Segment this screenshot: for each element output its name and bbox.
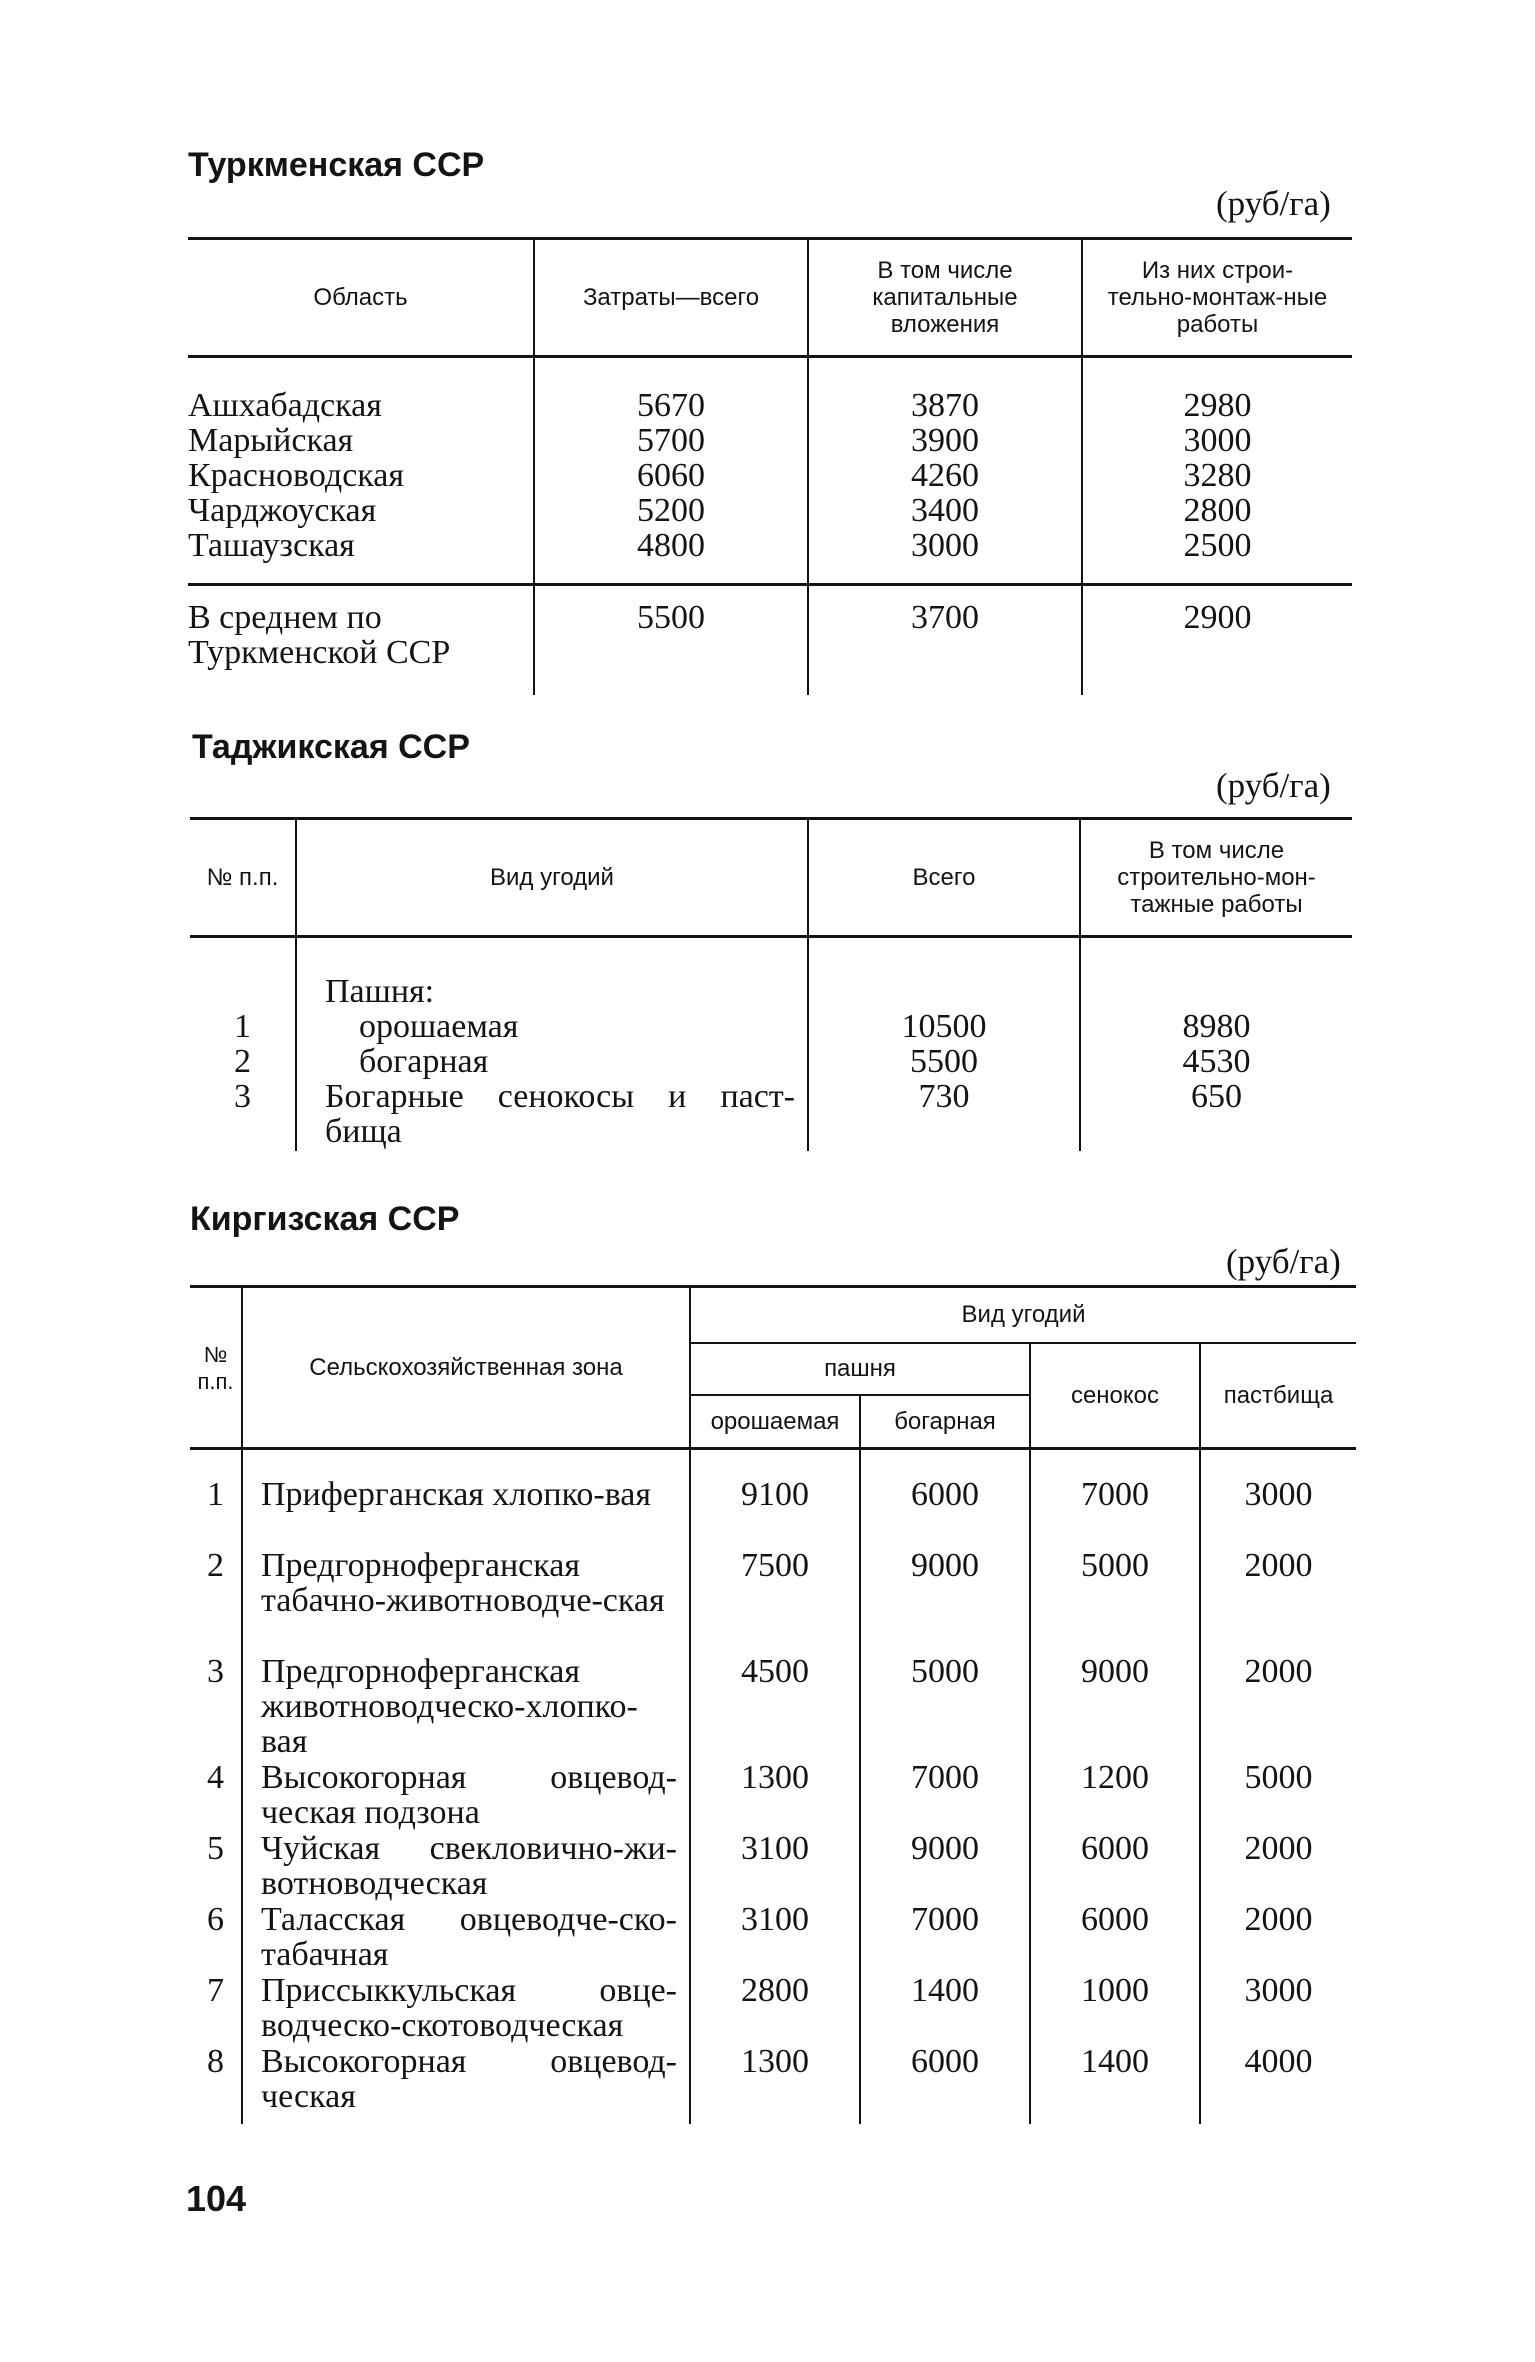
tajik-row-num: 1 bbox=[234, 1008, 251, 1045]
kyrgyz-row-pasture: 4000 bbox=[1200, 2044, 1356, 2124]
kyrgyz-row bbox=[190, 1477, 1356, 1548]
turkmen-construction-col bbox=[1082, 357, 1352, 585]
kyrgyz-row-hayfield: 6000 bbox=[1030, 1831, 1200, 1902]
tajik-title: Таджикская ССР bbox=[192, 728, 470, 766]
tajik-row-num: 2 bbox=[234, 1043, 251, 1080]
turkmen-total-value: 6060 bbox=[637, 457, 705, 494]
tajik-unit: (руб/га) bbox=[1216, 766, 1331, 805]
kyrgyz-row-hayfield: 1000 bbox=[1030, 1973, 1200, 2044]
kyrgyz-row-hayfield: 6000 bbox=[1030, 1902, 1200, 1973]
kyrgyz-row-zone: Высокогорная овцевод-ческая подзона bbox=[242, 1760, 690, 1831]
turkmen-construction-value: 2500 bbox=[1183, 527, 1252, 564]
kyrgyz-row-irrigated: 2800 bbox=[690, 1973, 860, 2044]
turkmen-construction-value: 2980 bbox=[1183, 387, 1252, 424]
kyrgyz-row-rainfed: 7000 bbox=[860, 1760, 1030, 1831]
kyrgyz-row-irrigated: 4500 bbox=[690, 1654, 860, 1760]
turkmen-header-row bbox=[188, 239, 1352, 357]
tajik-row-name: Богарные сенокосы и паст-бища bbox=[325, 1078, 795, 1150]
tajik-row-name: богарная bbox=[359, 1043, 489, 1080]
turkmen-average-capital: 3700 bbox=[808, 585, 1082, 695]
kyrgyz-row-zone: Предгорноферганская табачно-животноводче-ская bbox=[242, 1548, 690, 1654]
turkmen-total-value: 5700 bbox=[637, 422, 705, 459]
kyrgyz-row bbox=[190, 1760, 1356, 1831]
turkmen-average-label-line: В среднем по bbox=[188, 599, 382, 636]
kyrgyz-row bbox=[190, 2044, 1356, 2124]
kyrgyz-header-zone: Сельскохозяйственная зона bbox=[242, 1287, 690, 1449]
turkmen-region-name: Ашхабадская bbox=[188, 387, 382, 424]
tajik-table bbox=[190, 817, 1352, 1151]
kyrgyz-row-zone: Приссыккульская овце-водческо-скотоводческая bbox=[242, 1973, 690, 2044]
turkmen-total-value: 5200 bbox=[637, 492, 705, 529]
turkmen-average-label bbox=[188, 585, 534, 695]
kyrgyz-header-num: № п.п. bbox=[190, 1287, 242, 1449]
turkmen-construction-value: 3000 bbox=[1183, 422, 1252, 459]
kyrgyz-row-irrigated: 1300 bbox=[690, 2044, 860, 2124]
kyrgyz-row-zone: Предгорноферганская животноводческо-хлопко-вая bbox=[242, 1654, 690, 1760]
turkmen-average-row bbox=[188, 585, 1352, 695]
tajik-construction-value: 650 bbox=[1191, 1078, 1242, 1115]
kyrgyz-row-num: 5 bbox=[207, 1829, 224, 1867]
tajik-header-total: Всего bbox=[808, 819, 1080, 937]
turkmen-total-value: 5670 bbox=[637, 387, 705, 424]
turkmen-capital-value: 3000 bbox=[911, 527, 979, 564]
turkmen-average-construction: 2900 bbox=[1082, 585, 1352, 695]
kyrgyz-row-num: 6 bbox=[207, 1900, 224, 1938]
kyrgyz-header-land-type: Вид угодий bbox=[690, 1287, 1356, 1343]
kyrgyz-row-irrigated: 3100 bbox=[690, 1831, 860, 1902]
turkmen-capital-value: 3400 bbox=[911, 492, 979, 529]
kyrgyz-row-pasture: 2000 bbox=[1200, 1654, 1356, 1760]
kyrgyz-row-irrigated: 7500 bbox=[690, 1548, 860, 1654]
turkmen-region-name: Красноводская bbox=[188, 457, 405, 494]
turkmen-construction-value: 3280 bbox=[1183, 457, 1252, 494]
turkmen-construction-value: 2800 bbox=[1183, 492, 1252, 529]
turkmen-header-total: Затраты—всего bbox=[534, 239, 808, 357]
turkmen-region-name: Ташаузская bbox=[188, 527, 355, 564]
kyrgyz-row-pasture: 3000 bbox=[1200, 1477, 1356, 1548]
kyrgyz-row-pasture: 3000 bbox=[1200, 1973, 1356, 2044]
turkmen-header-construction: Из них строи-тельно-монтаж-ные работы bbox=[1082, 239, 1352, 357]
tajik-total-value: 10500 bbox=[901, 1008, 987, 1045]
turkmen-unit: (руб/га) bbox=[1216, 184, 1331, 223]
kyrgyz-header-pasture: пастбища bbox=[1200, 1343, 1356, 1449]
kyrgyz-row-rainfed: 9000 bbox=[860, 1548, 1030, 1654]
kyrgyz-row bbox=[190, 1902, 1356, 1973]
tajik-body-row bbox=[190, 937, 1352, 1151]
kyrgyz-unit: (руб/га) bbox=[1226, 1242, 1341, 1281]
tajik-construction-value: 8980 bbox=[1182, 1008, 1251, 1045]
kyrgyz-header-row-1 bbox=[190, 1287, 1356, 1343]
page-number: 104 bbox=[186, 2178, 247, 2219]
tajik-type-col bbox=[296, 937, 808, 1151]
tajik-total-value: 730 bbox=[918, 1078, 970, 1115]
kyrgyz-row bbox=[190, 1548, 1356, 1654]
kyrgyz-header-hayfield: сенокос bbox=[1030, 1343, 1200, 1449]
tajik-header-num: № п.п. bbox=[190, 819, 296, 937]
kyrgyz-row-pasture: 2000 bbox=[1200, 1831, 1356, 1902]
kyrgyz-row-num: 7 bbox=[207, 1971, 224, 2009]
kyrgyz-row-rainfed: 7000 bbox=[860, 1902, 1030, 1973]
kyrgyz-row-hayfield: 1200 bbox=[1030, 1760, 1200, 1831]
tajik-row-name: орошаемая bbox=[359, 1008, 519, 1045]
kyrgyz-row-irrigated: 9100 bbox=[690, 1477, 860, 1548]
kyrgyz-row-pasture: 2000 bbox=[1200, 1548, 1356, 1654]
tajik-construction-col bbox=[1080, 937, 1352, 1151]
kyrgyz-row-rainfed: 9000 bbox=[860, 1831, 1030, 1902]
turkmen-header-capital: В том числе капитальные вложения bbox=[808, 239, 1082, 357]
kyrgyz-row-num: 3 bbox=[207, 1652, 224, 1690]
kyrgyz-header-arable: пашня bbox=[690, 1343, 1030, 1395]
kyrgyz-table bbox=[190, 1285, 1356, 2124]
kyrgyz-row-num: 1 bbox=[207, 1475, 224, 1513]
turkmen-region-col bbox=[188, 357, 534, 585]
turkmen-table bbox=[188, 237, 1352, 695]
turkmen-average-label-line: Туркменской ССР bbox=[188, 634, 451, 671]
kyrgyz-row-rainfed: 1400 bbox=[860, 1973, 1030, 2044]
kyrgyz-row bbox=[190, 1654, 1356, 1760]
tajik-construction-value: 4530 bbox=[1182, 1043, 1251, 1080]
kyrgyz-row-zone: Приферганская хлопко-вая bbox=[242, 1477, 690, 1548]
turkmen-total-col bbox=[534, 357, 808, 585]
kyrgyz-row-zone: Таласская овцеводче-ско-табачная bbox=[242, 1902, 690, 1973]
kyrgyz-header-irrigated: орошаемая bbox=[690, 1395, 860, 1449]
kyrgyz-row-num: 2 bbox=[207, 1546, 224, 1584]
tajik-total-value: 5500 bbox=[910, 1043, 978, 1080]
tajik-total-col bbox=[808, 937, 1080, 1151]
kyrgyz-title: Киргизская ССР bbox=[190, 1200, 460, 1238]
turkmen-region-name: Чарджоуская bbox=[188, 492, 377, 529]
kyrgyz-row-zone: Высокогорная овцевод-ческая bbox=[242, 2044, 690, 2124]
kyrgyz-row-pasture: 2000 bbox=[1200, 1902, 1356, 1973]
kyrgyz-row-hayfield: 1400 bbox=[1030, 2044, 1200, 2124]
kyrgyz-row bbox=[190, 1831, 1356, 1902]
turkmen-header-region: Область bbox=[188, 239, 534, 357]
kyrgyz-row-rainfed: 6000 bbox=[860, 1477, 1030, 1548]
kyrgyz-row-pasture: 5000 bbox=[1200, 1760, 1356, 1831]
kyrgyz-row-irrigated: 1300 bbox=[690, 1760, 860, 1831]
tajik-header-construction: В том числе строительно-мон-тажные работы bbox=[1080, 819, 1352, 937]
turkmen-body-row bbox=[188, 357, 1352, 585]
kyrgyz-row-num: 8 bbox=[207, 2042, 224, 2080]
turkmen-region-name: Марыйская bbox=[188, 422, 354, 459]
kyrgyz-row-hayfield: 7000 bbox=[1030, 1477, 1200, 1548]
kyrgyz-row-num: 4 bbox=[207, 1758, 224, 1796]
turkmen-capital-value: 4260 bbox=[911, 457, 979, 494]
tajik-header-row bbox=[190, 819, 1352, 937]
turkmen-total-value: 4800 bbox=[637, 527, 705, 564]
kyrgyz-row-irrigated: 3100 bbox=[690, 1902, 860, 1973]
turkmen-capital-value: 3900 bbox=[911, 422, 979, 459]
kyrgyz-row-hayfield: 5000 bbox=[1030, 1548, 1200, 1654]
kyrgyz-header-rainfed: богарная bbox=[860, 1395, 1030, 1449]
kyrgyz-row-rainfed: 6000 bbox=[860, 2044, 1030, 2124]
turkmen-title: Туркменская ССР bbox=[188, 146, 485, 184]
tajik-group-label: Пашня: bbox=[325, 973, 435, 1010]
turkmen-average-total: 5500 bbox=[534, 585, 808, 695]
turkmen-capital-value: 3870 bbox=[911, 387, 979, 424]
tajik-header-type: Вид угодий bbox=[296, 819, 808, 937]
kyrgyz-row bbox=[190, 1973, 1356, 2044]
turkmen-capital-col bbox=[808, 357, 1082, 585]
tajik-num-col bbox=[190, 937, 296, 1151]
kyrgyz-row-hayfield: 9000 bbox=[1030, 1654, 1200, 1760]
kyrgyz-row-rainfed: 5000 bbox=[860, 1654, 1030, 1760]
kyrgyz-row-zone: Чуйская свекловично-жи-вотноводческая bbox=[242, 1831, 690, 1902]
tajik-row-num: 3 bbox=[234, 1078, 251, 1115]
